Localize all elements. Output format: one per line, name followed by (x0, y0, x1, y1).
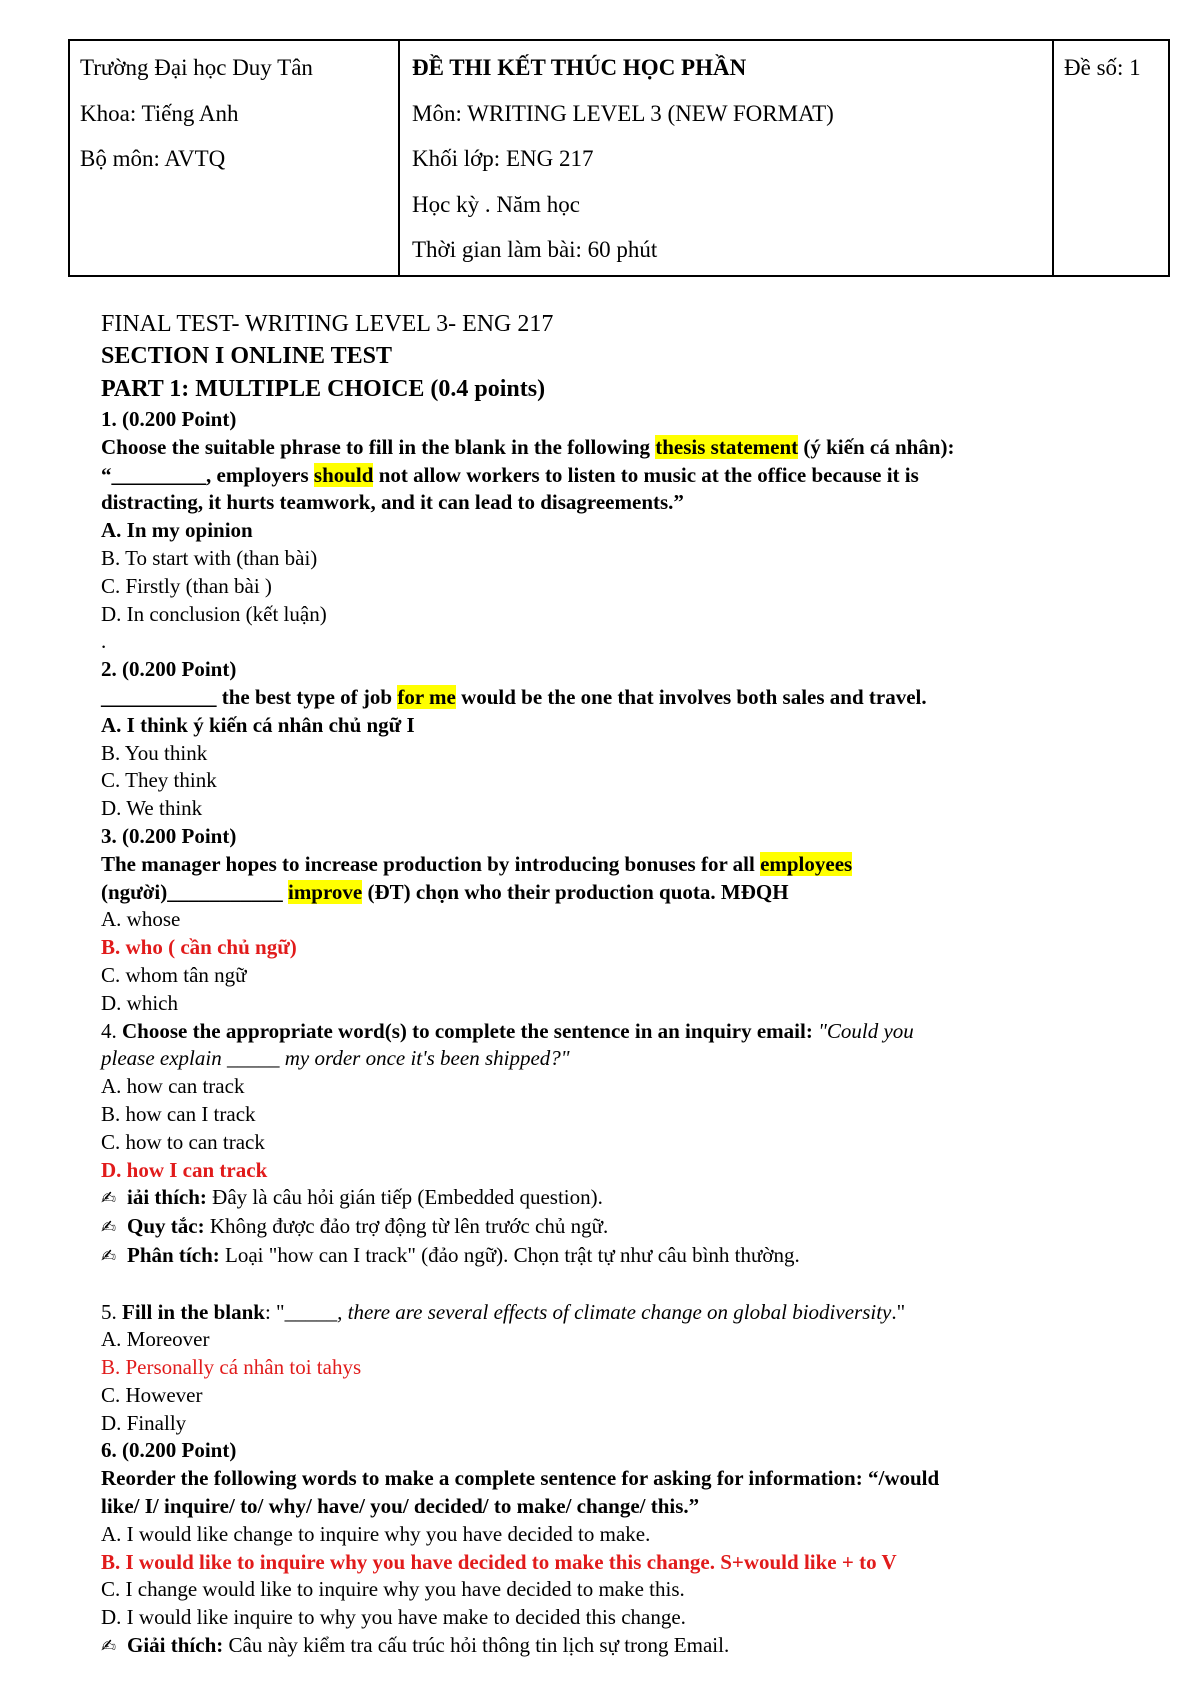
q6-note: ✍ Giải thích: Câu này kiểm tra cấu trúc hỏi thông tin lịch sự trong Email. (101, 1632, 1181, 1661)
faculty: Khoa: Tiếng Anh (80, 100, 239, 126)
exam-header-table (68, 39, 1170, 277)
q1-option-b: B. To start with (than bài) (101, 545, 318, 570)
q3-stem-line-2: (người)___________ improve (ĐT) chọn who their production quota. MĐQH (101, 879, 789, 904)
q1-header: 1. (0.200 Point) (101, 407, 237, 431)
q4-option-b: B. how can I track (101, 1101, 256, 1126)
q2-option-a: A. I think ý kiến cá nhân chủ ngữ I (101, 712, 415, 737)
q5-option-a: A. Moreover (101, 1327, 210, 1352)
q3-stem-line-1: The manager hopes to increase production by introducing bonuses for all employees (101, 851, 853, 876)
highlight: thesis statement (655, 434, 799, 459)
subject: Môn: WRITING LEVEL 3 (NEW FORMAT) (412, 100, 834, 126)
q1-stem-line-1: Choose the suitable phrase to fill in the blank in the following thesis statement (ý kiến cá nhân): (101, 434, 955, 459)
header-exam-cell (399, 40, 1053, 276)
spacer (101, 1271, 1181, 1299)
writing-hand-icon: ✍ (101, 1217, 117, 1239)
writing-hand-icon: ✍ (101, 1188, 117, 1210)
q4-option-d-answer: D. how I can track (101, 1157, 268, 1182)
q6-option-a: A. I would like change to inquire why you have decided to make. (101, 1521, 651, 1546)
q3-option-d: D. which (101, 990, 178, 1015)
q2-option-c: C. They think (101, 768, 217, 793)
highlight: should (313, 462, 374, 487)
part-title: PART 1: MULTIPLE CHOICE (0.4 points) (101, 376, 546, 402)
q4-note-3: ✍ Phân tích: Loại "how can I track" (đảo ngữ). Chọn trật tự như câu bình thường. (101, 1242, 1181, 1271)
q6-option-d: D. I would like inquire to why you have make to decided this change. (101, 1605, 686, 1630)
q5-stem: 5. Fill in the blank: "_____, there are several effects of climate change on global biodiversity." (101, 1299, 906, 1324)
q2-header: 2. (0.200 Point) (101, 657, 237, 682)
highlight: for me (397, 684, 456, 709)
q4-stem-line-1: 4. Choose the appropriate word(s) to complete the sentence in an inquiry email: "Could you (101, 1018, 914, 1043)
q2-option-b: B. You think (101, 740, 208, 765)
q5-option-d: D. Finally (101, 1410, 187, 1435)
q4-option-c: C. how to can track (101, 1129, 265, 1154)
q4-option-a: A. how can track (101, 1074, 245, 1099)
exam-body (101, 308, 1181, 1661)
q1-stem-line-2: “_________, employers should not allow workers to listen to music at the office because it is (101, 462, 919, 487)
q3-header: 3. (0.200 Point) (101, 823, 237, 848)
q1-option-a: A. In my opinion (101, 518, 253, 543)
q5-option-b-answer: B. Personally cá nhân toi tahys (101, 1355, 362, 1380)
q6-stem-line-2: like/ I/ inquire/ to/ why/ have/ you/ decided/ to make/ change/ this.” (101, 1494, 700, 1519)
q3-option-b-answer: B. who ( cần chủ ngữ) (101, 935, 297, 960)
header-school-cell (69, 40, 399, 276)
q4-stem-line-2: please explain _____ my order once it's been shipped?" (101, 1046, 570, 1071)
q3-option-c: C. whom tân ngữ (101, 962, 247, 987)
q4-note-1: ✍ iải thích: Đây là câu hỏi gián tiếp (Embedded question). (101, 1184, 1181, 1213)
q1-stem-line-3: distracting, it hurts teamwork, and it can lead to disagreements.” (101, 490, 684, 515)
time-limit: Thời gian làm bài: 60 phút (412, 237, 658, 262)
q6-option-b-answer: B. I would like to inquire why you have decided to make this change. S+would like + to V (101, 1549, 897, 1574)
highlight: employees (760, 851, 853, 876)
exam-title: ĐỀ THI KẾT THÚC HỌC PHẦN (412, 55, 747, 80)
doc-title: FINAL TEST- WRITING LEVEL 3- ENG 217 (101, 311, 554, 337)
department: Bộ môn: AVTQ (80, 146, 226, 171)
q6-stem-line-1: Reorder the following words to make a complete sentence for asking for information: “/would (101, 1466, 940, 1491)
q3-option-a: A. whose (101, 907, 181, 932)
semester: Học kỳ . Năm học (412, 191, 580, 217)
header-number-cell (1053, 40, 1169, 276)
exam-number: Đề số: 1 (1064, 55, 1141, 80)
section-title: SECTION I ONLINE TEST (101, 343, 392, 369)
q4-note-2: ✍ Quy tắc: Không được đảo trợ động từ lên trước chủ ngữ. (101, 1213, 1181, 1242)
q1-option-d: D. In conclusion (kết luận) (101, 601, 327, 626)
q1-option-c: C. Firstly (than bài ) (101, 573, 272, 598)
highlight: improve (287, 879, 363, 904)
school-name: Trường Đại học Duy Tân (80, 55, 313, 80)
q6-option-c: C. I change would like to inquire why you have decided to make this. (101, 1577, 685, 1602)
stray-dot: . (101, 629, 107, 654)
q2-option-d: D. We think (101, 796, 203, 821)
class-group: Khối lớp: ENG 217 (412, 146, 594, 171)
q6-header: 6. (0.200 Point) (101, 1438, 237, 1463)
q2-stem: ___________ the best type of job for me would be the one that involves both sales and travel. (101, 684, 927, 709)
writing-hand-icon: ✍ (101, 1245, 117, 1267)
writing-hand-icon: ✍ (101, 1636, 117, 1658)
q5-option-c: C. However (101, 1382, 203, 1407)
